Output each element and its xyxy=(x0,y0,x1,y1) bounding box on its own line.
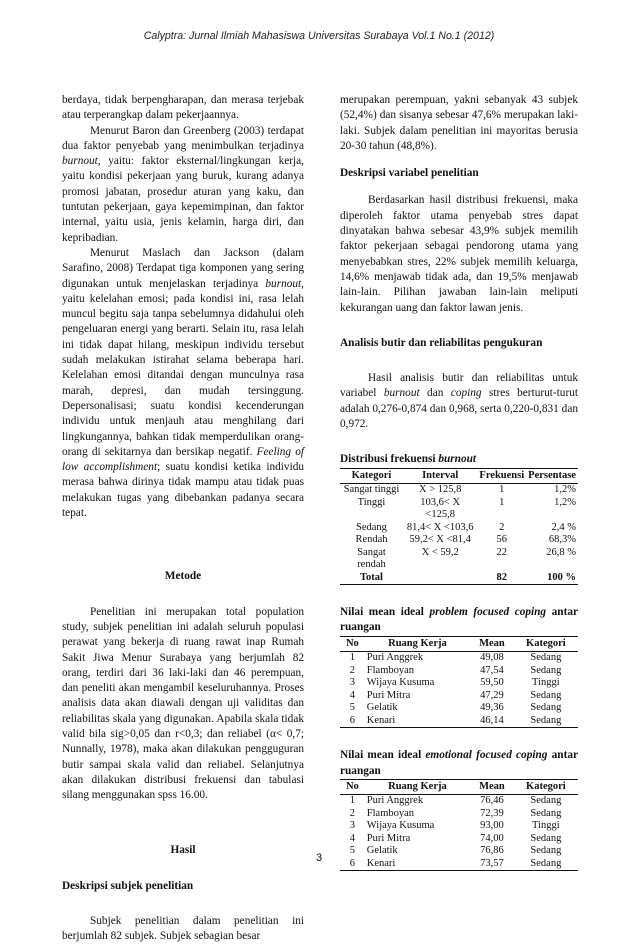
table3-header: Mean xyxy=(470,779,514,795)
cell-kategori: Sedang xyxy=(514,858,578,871)
cell-mean: 49,08 xyxy=(480,652,504,664)
cell-frekuensi: 1 xyxy=(499,496,505,508)
cell-kategori: Sangat tinggi xyxy=(343,484,400,496)
cell-kategori: Sedang xyxy=(530,689,562,701)
cell-ruang-kerja: Flamboyan xyxy=(366,807,415,819)
table3-header: Kategori xyxy=(514,779,578,795)
cell-kategori: Sedang xyxy=(530,832,562,844)
table-row xyxy=(340,690,578,703)
subheading-analisis-butir: Analisis butir dan reliabilitas pengukuran xyxy=(340,336,543,349)
cell-kategori: Rendah xyxy=(355,534,388,546)
cell-frekuensi: 2 xyxy=(499,521,505,533)
total-cell: Total xyxy=(340,572,403,585)
cell-interval: 103,6< X <125,8 xyxy=(420,496,461,521)
table-problem-focused-coping xyxy=(340,636,578,729)
cell-no: 1 xyxy=(349,795,356,807)
cell-no: 4 xyxy=(349,689,356,701)
cell-mean: 76,86 xyxy=(480,845,504,857)
cell-mean: 76,46 xyxy=(480,795,504,807)
cell-ruang-kerja: Puri Anggrek xyxy=(366,795,424,807)
cell-kategori: Sangat rendah xyxy=(357,546,386,571)
cell-kategori: Sedang xyxy=(514,715,578,728)
paragraph-left-1: berdaya, tidak berpengharapan, dan merasa terjebak atau terperangkap dalam pekerjaannya. xyxy=(62,94,304,122)
cell-no: 5 xyxy=(349,702,356,714)
cell-mean: 59,50 xyxy=(480,677,504,689)
cell-mean: 74,00 xyxy=(480,832,504,844)
table-row xyxy=(340,820,578,833)
cell-persentase: 68,3% xyxy=(548,534,576,546)
cell-no: 3 xyxy=(349,820,356,832)
left-column xyxy=(62,93,304,945)
cell-ruang-kerja: Puri Mitra xyxy=(366,832,411,844)
table1-header: Frekuensi xyxy=(477,468,526,484)
paragraph-right-3: Hasil analisis butir dan reliabilitas untuk variabel burnout dan coping stres berturut-turut adalah 0,276-0,874 dan 0,968, serta 0,220-0,831 dan 0,972. xyxy=(340,372,579,431)
cell-no: 6 xyxy=(340,858,365,871)
cell-no: 3 xyxy=(349,677,356,689)
table-row xyxy=(340,497,578,522)
cell-ruang-kerja: Kenari xyxy=(365,858,470,871)
cell-ruang-kerja: Puri Anggrek xyxy=(366,652,424,664)
table-row xyxy=(340,795,578,808)
cell-no: 2 xyxy=(349,807,356,819)
table2-header: Kategori xyxy=(514,636,578,652)
cell-ruang-kerja: Kenari xyxy=(365,715,470,728)
cell-persentase: 1,2% xyxy=(554,484,576,496)
paragraph-left-3: Menurut Maslach dan Jackson (dalam Sarafino, 2008) Terdapat tiga komponen yang sering digunakan untuk menjelaskan terjadinya burnout, yaitu kelelahan emosi; pada kondisi ini, rasa lelah muncul begitu saja tanpa sebelumnya didahului oleh pengeluaran energi yang berarti. Selain itu, rasa lelah ini tidak dapat hilang, meskipun individu tersebut sudah melakukan istirahat selama beberapa hari. Kelelahan emosi ditandai dengan munculnya rasa marah, depresi, dan mudah tersinggung. Depersonalisasi; suatu kondisi kecenderungan individu untuk menjauh atau menghilang dari lingkungannya, bahkan tidak memperdulikan orang-orang di sekitarnya dan bersikap negatif. Feeling of low accomplishment; suatu kondisi ketika individu merasa bahwa dirinya tidak mampu atau tidak puas melakukan tugas yang dibebankan padanya secara tepat. xyxy=(62,246,305,520)
table2-header: No xyxy=(340,636,365,652)
right-column xyxy=(340,93,578,871)
paragraph-left-2: Menurut Baron dan Greenberg (2003) terdapat dua faktor penyebab yang menimbulkan terjadinya burnout, yaitu: faktor eksternal/lingkungan kerja, yaitu kondisi pekerjaan yang buruk, kurang adanya promosi jabatan, prosedur aturan yang kaku, dan tuntutan pekerjaan, gaya kepemimpinan, dan faktor internal, yaitu usia, jenis kelamin, harga diri, dan kepribadian. xyxy=(62,124,304,244)
cell-mean: 47,54 xyxy=(480,664,504,676)
cell-kategori: Tinggi xyxy=(357,496,386,508)
section-heading-hasil: Hasil xyxy=(170,844,196,857)
cell-kategori: Tinggi xyxy=(532,820,560,832)
cell-kategori: Tinggi xyxy=(532,677,560,689)
table-row xyxy=(340,547,578,572)
table-row xyxy=(340,702,578,715)
cell-kategori: Sedang xyxy=(356,521,387,533)
table1-caption: Distribusi frekuensi burnout xyxy=(340,453,477,466)
cell-ruang-kerja: Wijaya Kusuma xyxy=(366,677,435,689)
table-row xyxy=(340,522,578,535)
paragraph-left-5: Subjek penelitian dalam penelitian ini berjumlah 82 subjek. Subjek sebagian besar xyxy=(62,915,304,943)
cell-mean: 46,14 xyxy=(470,715,514,728)
table-row xyxy=(340,534,578,547)
cell-ruang-kerja: Puri Mitra xyxy=(366,689,411,701)
page-number: 3 xyxy=(315,852,323,864)
paragraph-right-2: Berdasarkan hasil distribusi frekuensi, maka diperoleh faktor utama penyebab stres dapat dinyatakan bahwa sebesar 43,9% subjek memilih faktor pekerjaan sebagai pendorong utama yang menyebabkan stres, 22% subjek memilih keluarga, 14,6% menjawab tidak ada, dan 19,5% menjawab lain-lain. Pilihan jawaban lain-lain meliputi kekurangan uang dan faktor lawan jenis. xyxy=(340,194,578,314)
total-cell xyxy=(403,572,477,585)
cell-interval: X < 59,2 xyxy=(421,546,459,558)
cell-ruang-kerja: Gelatik xyxy=(366,702,398,714)
cell-mean: 47,29 xyxy=(480,689,504,701)
paragraph-left-4: Penelitian ini merupakan total population study, subjek penelitian ini adalah seluruh populasi perawat yang bekerja di ruang rawat inap Rumah Sakit Jiwa Menur Surabaya yang berjumlah 82 orang, terdiri dari 36 laki-laki dan 46 perempuan, dan peneliti akan mengambil keseluruhannya. Proses analisis data akan diawali dengan uji validitas dan reliabilitas skala yang digunakan. Apabila skala tidak valid bila sig>0,05 dan r<0,3; dan reliabel (α< 0,7; Nunnally, 1978), maka akan dilakukan pengguguran butir sampai skala valid dan reliabel. Selanjutnya akan dilakukan distribusi frekuensi dan tabulasi silang menggunakan spss 16.00. xyxy=(62,605,304,802)
table2-caption: Nilai mean ideal problem focused coping antar ruangan xyxy=(340,606,579,634)
cell-persentase: 1,2% xyxy=(554,496,576,508)
journal-header: Calyptra: Jurnal Ilmiah Mahasiswa Universitas Surabaya Vol.1 No.1 (2012) xyxy=(143,30,495,42)
table-row xyxy=(340,833,578,846)
table3-caption: Nilai mean ideal emotional focused coping antar ruangan xyxy=(340,749,578,777)
cell-mean: 93,00 xyxy=(480,820,504,832)
cell-mean: 72,39 xyxy=(480,807,504,819)
cell-frekuensi: 1 xyxy=(499,484,505,496)
table-total-row xyxy=(340,572,578,585)
table-row xyxy=(340,808,578,821)
table-row xyxy=(340,484,578,497)
table2-header: Ruang Kerja xyxy=(365,636,470,652)
cell-kategori: Sedang xyxy=(530,807,562,819)
total-cell: 100 % xyxy=(526,572,578,585)
cell-interval: 81,4< X <103,6 xyxy=(406,521,474,533)
table3-header: No xyxy=(340,779,365,795)
subheading-deskripsi-subjek: Deskripsi subjek penelitian xyxy=(62,879,194,892)
cell-mean: 49,36 xyxy=(480,702,504,714)
subheading-deskripsi-variabel: Deskripsi variabel penelitian xyxy=(340,167,479,180)
cell-persentase: 2,4 % xyxy=(551,521,576,533)
cell-kategori: Sedang xyxy=(530,664,562,676)
cell-no: 6 xyxy=(340,715,365,728)
cell-no: 4 xyxy=(349,832,356,844)
paragraph-right-1: merupakan perempuan, yakni sebanyak 43 subjek (52,4%) dan sisanya sebesar 47,6% merupakan laki-laki. Subjek dalam penelitian ini mayoritas berusia 20-30 tahun (48,8%). xyxy=(340,94,578,152)
table-burnout-distribution xyxy=(340,468,578,586)
cell-frekuensi: 56 xyxy=(496,534,508,546)
cell-no: 5 xyxy=(349,845,356,857)
table1-header: Interval xyxy=(403,468,477,484)
cell-no: 2 xyxy=(349,664,356,676)
table1-header: Persentase xyxy=(526,468,578,484)
table-row xyxy=(340,677,578,690)
table1-header: Kategori xyxy=(340,468,403,484)
table-row xyxy=(340,715,578,728)
cell-kategori: Sedang xyxy=(530,795,562,807)
cell-kategori: Sedang xyxy=(530,845,562,857)
cell-persentase: 26,8 % xyxy=(546,546,576,558)
table-row xyxy=(340,652,578,665)
cell-ruang-kerja: Wijaya Kusuma xyxy=(366,820,435,832)
section-heading-metode: Metode xyxy=(164,570,202,583)
table2-header: Mean xyxy=(470,636,514,652)
cell-ruang-kerja: Flamboyan xyxy=(366,664,415,676)
total-cell: 82 xyxy=(477,572,526,585)
cell-interval: X > 125,8 xyxy=(418,484,462,496)
cell-mean: 73,57 xyxy=(470,858,514,871)
cell-interval: 59,2< X <81,4 xyxy=(409,534,471,546)
cell-ruang-kerja: Gelatik xyxy=(366,845,398,857)
cell-kategori: Sedang xyxy=(530,702,562,714)
cell-no: 1 xyxy=(349,652,356,664)
cell-kategori: Sedang xyxy=(530,652,562,664)
table-row xyxy=(340,665,578,678)
table3-header: Ruang Kerja xyxy=(365,779,470,795)
cell-frekuensi: 22 xyxy=(496,546,508,558)
